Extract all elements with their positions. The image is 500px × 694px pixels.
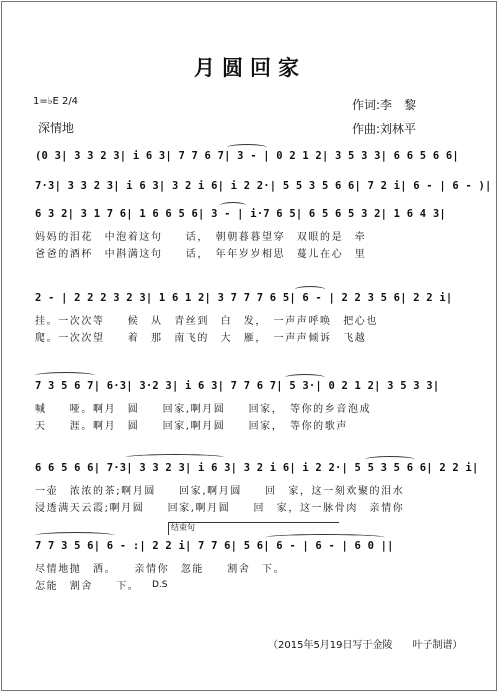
notation-line: (0 3| 3 3 2 3| i 6 3| 7 7 6 7| 3 - | 0 2 1 2| 3 5 3 3| 6 6 5 6 6| [35,150,459,162]
composer-credit: 作曲:刘林平 [352,122,417,136]
expression-mark: 深情地 [38,121,75,135]
slur-mark [35,532,115,539]
lyric-line-1: 妈妈的泪花 中泡着这句 话， 朝朝暮暮望穿 双眼的是 牵 [35,232,367,243]
slur-mark [125,454,225,461]
notation-line: 7·3| 3 3 2 3| i 6 3| 3 2 i 6| i 2 2·| 5 5 3 5 6 6| 7 2 i| 6 - | 6 - )| [35,180,492,192]
notation-line: 6 6 5 6 6| 7·3| 3 3 2 3| i 6 3| 3 2 i 6| i 2 2·| 5 5 3 5 6 6| 2 2 i| [35,462,479,474]
lyric-line-2: 怎能 割舍 下。 [35,581,140,592]
notation-line: 7 7 3 5 6| 6 - :| 2 2 i| 7 7 6| 5 6| 6 - | 6 - | 6 0 || [35,540,394,552]
ending-bracket [168,522,339,535]
dal-segno-mark: D.S [152,580,168,590]
lyric-line-1: 挂。一次次等 候 从 青丝到 白 发， 一声声呼唤 把心也 [35,316,378,327]
ending-label: 结束句 [171,523,195,532]
notation-line: 7 3 5 6 7| 6·3| 3·2 3| i 6 3| 7 7 6 7| 5 3·| 0 2 1 2| 3 5 3 3| [35,380,440,392]
key-signature: 1=♭E 2/4 [33,96,79,107]
lyric-line-1: 一壶 浓浓的茶;啊月圆 回家,啊月圆 回 家，这一刻欢聚的泪水 [35,486,405,497]
lyric-line-2: 爬。一次次望 着 那 南飞的 大 雁， 一声声倾诉 飞越 [35,333,367,344]
lyric-line-1: 喊 哑。啊月 圆 回家,啊月圆 回家， 等你的乡音泡成 [35,404,372,415]
footer-note: （2015年5月19日写于金陵 叶子制谱） [268,640,463,651]
lyricist-credit: 作词:李 黎 [352,98,417,112]
lyric-line-1: 尽情地抛 洒。 亲情你 忽能 割舍 下。 [35,564,286,575]
notation-line: 6 3 2| 3 1 7 6| 1 6 6 5 6| 3 - | i·7 6 5| 6 5 6 5 3 2| 1 6 4 3| [35,208,446,220]
slur-mark [35,372,95,379]
song-title: 月圆回家 [194,56,306,80]
lyric-line-2: 天 涯。啊月 圆 回家,啊月圆 回家， 等你的歌声 [35,421,348,432]
notation-line: 2 - | 2 2 2 3 2 3| 1 6 1 2| 3 7 7 7 6 5| 6 - | 2 2 3 5 6| 2 2 i| [35,292,453,304]
lyric-line-2: 浸透满天云霞;啊月圆 回家,啊月圆 回 家，这一脉骨肉 亲情你 [35,503,405,514]
lyric-line-2: 爸爸的酒杯 中斟满这句 话， 年年岁岁相思 蔓儿在心 里 [35,249,367,260]
